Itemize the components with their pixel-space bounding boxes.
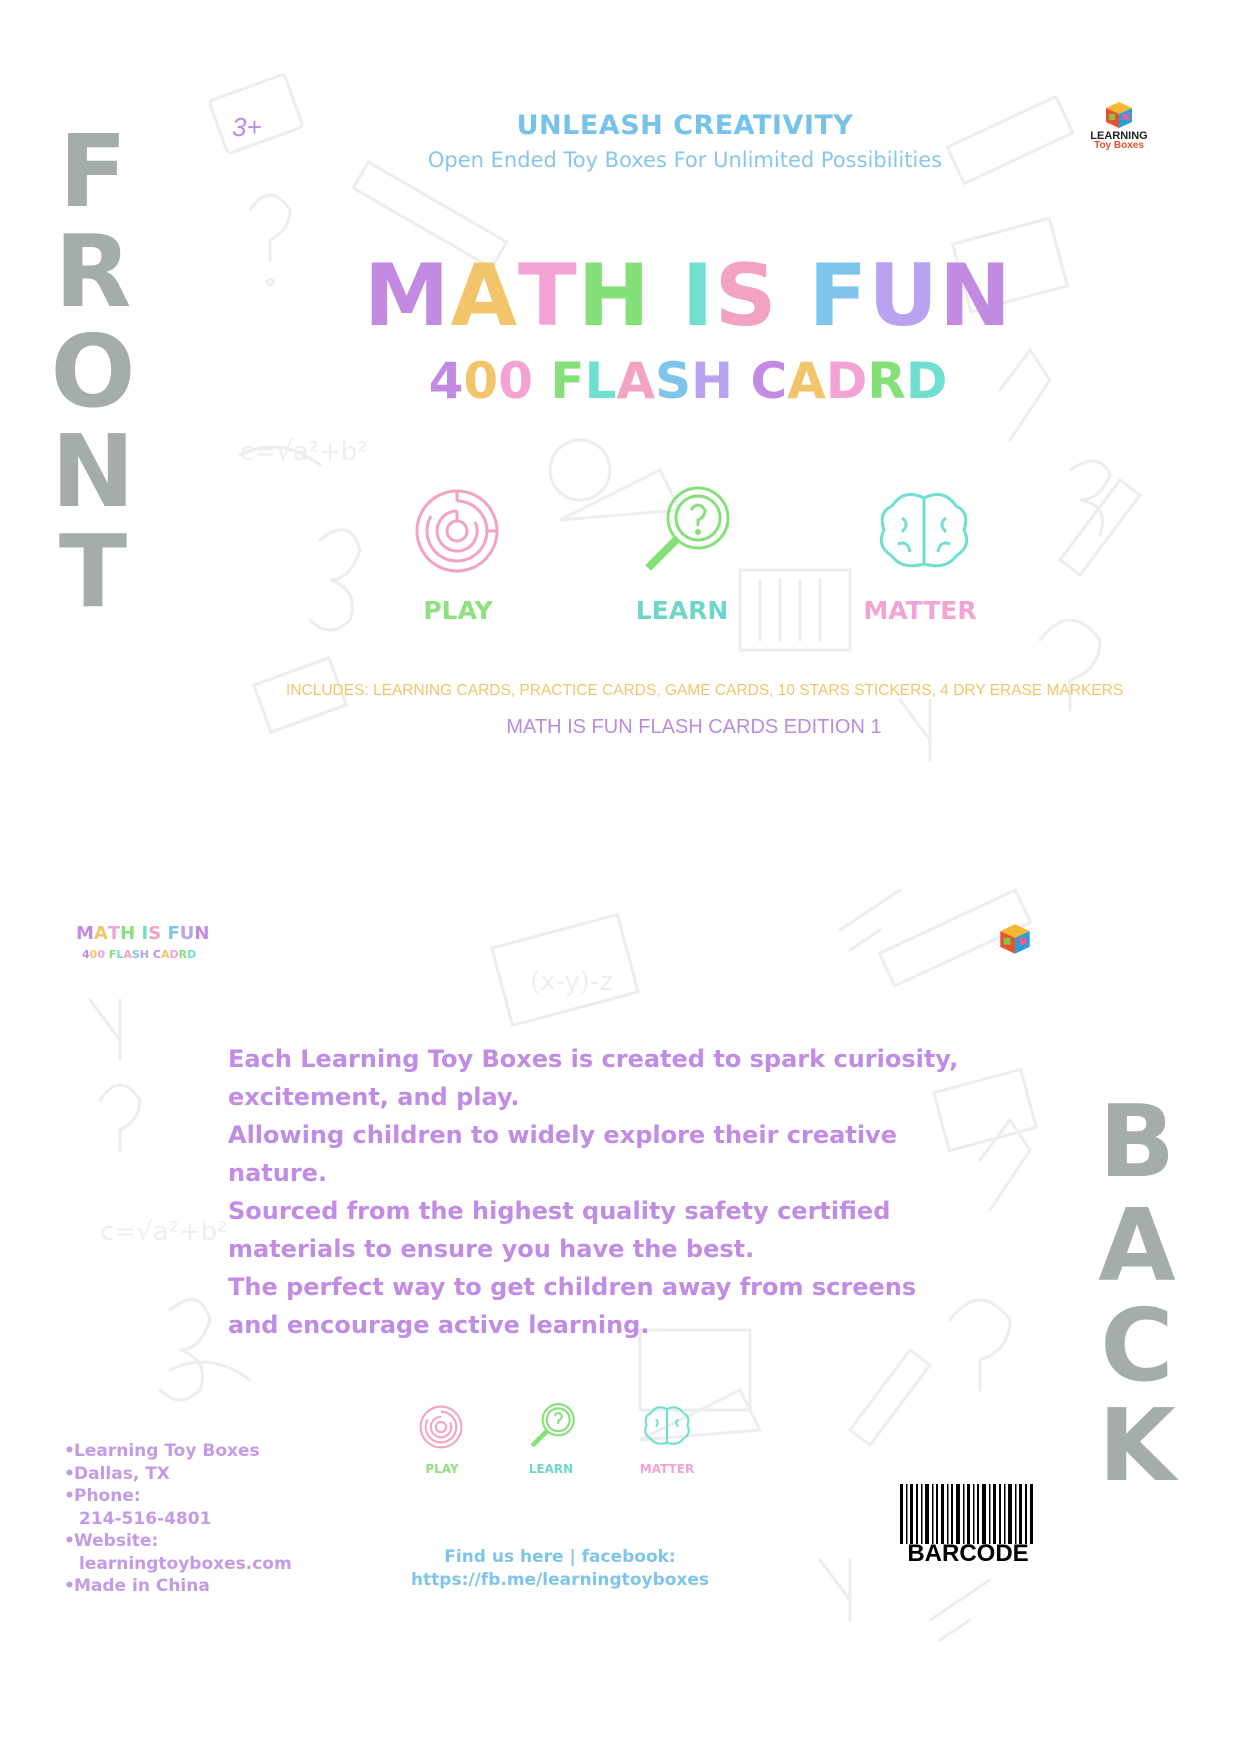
title-letter (651, 246, 682, 346)
feature-label-matter: MATTER (863, 596, 977, 625)
small-feature-label-play: PLAY (425, 1462, 459, 1476)
description-line: nature. (228, 1159, 328, 1187)
barcode (898, 1484, 1038, 1566)
title-letter: C (750, 352, 788, 410)
maze-icon (412, 486, 502, 576)
edition-text: MATH IS FUN FLASH CARDS EDITION 1 (506, 716, 882, 738)
title-letter: S (655, 352, 692, 410)
front-letter: T (58, 513, 128, 630)
back-letter: K (1098, 1387, 1176, 1504)
main-subtitle (0, 352, 1240, 410)
front-letter: N (51, 413, 135, 530)
back-letter: C (1100, 1287, 1174, 1404)
title-letter: F (550, 352, 585, 410)
tagline: UNLEASH CREATIVITY (516, 110, 854, 141)
title-letter: H (691, 352, 734, 410)
title-letter: R (178, 948, 188, 961)
title-letter: 0 (463, 352, 499, 410)
title-letter: R (867, 352, 906, 410)
title-letter: A (93, 923, 108, 944)
back-small-subtitle (82, 948, 196, 961)
title-letter: C (152, 948, 161, 961)
description-line: Sourced from the highest quality safety certified (228, 1197, 891, 1225)
title-letter: A (123, 948, 132, 961)
title-letter: N (939, 246, 1013, 346)
title-letter (778, 246, 809, 346)
contact-origin: •Made in China (64, 1576, 210, 1596)
findus-label: Find us here | facebook: (444, 1547, 676, 1567)
title-letter: 0 (498, 352, 533, 410)
title-letter: D (187, 948, 197, 961)
title-letter: F (808, 246, 869, 346)
feature-label-learn: LEARN (635, 596, 729, 625)
contact-website[interactable]: learningtoyboxes.com (79, 1553, 292, 1574)
title-letter: A (160, 948, 170, 961)
toy-cube-icon (998, 922, 1032, 956)
barcode-label: BARCODE (907, 1540, 1029, 1567)
small-feature-label-learn: LEARN (528, 1462, 574, 1476)
toy-cube-icon (1104, 100, 1134, 130)
main-title (0, 246, 1240, 346)
title-letter: T (518, 246, 578, 346)
front-letter: F (58, 113, 128, 230)
back-letter: A (1098, 1187, 1176, 1304)
title-letter: H (139, 948, 150, 961)
title-letter: H (577, 246, 651, 346)
logo-line1: LEARNING (1090, 130, 1148, 142)
description-line: and encourage active learning. (228, 1311, 650, 1339)
includes-text: INCLUDES: LEARNING CARDS, PRACTICE CARDS, GAME CARDS, 10 STARS STICKERS, 4 DRY ERASE MARKERS (286, 682, 1124, 699)
maze-icon (418, 1404, 464, 1450)
title-letter: T (107, 923, 121, 944)
title-letter (733, 352, 750, 410)
brain-icon (642, 1404, 692, 1450)
title-letter: U (868, 246, 940, 346)
svg-text:c=√a²+b²: c=√a²+b² (100, 1217, 228, 1247)
front-letter: R (54, 213, 132, 330)
title-letter: S (131, 948, 140, 961)
magnifier-icon (526, 1400, 578, 1452)
facebook-link[interactable]: https://fb.me/learningtoyboxes (410, 1570, 710, 1590)
title-letter: A (787, 352, 826, 410)
title-letter: H (120, 923, 136, 944)
back-letter: B (1098, 1083, 1176, 1200)
title-letter: N (194, 923, 210, 944)
title-letter: U (179, 923, 195, 944)
title-letter: A (616, 352, 656, 410)
title-letter: L (584, 352, 617, 410)
description-line: materials to ensure you have the best. (228, 1235, 755, 1263)
title-letter: I (681, 246, 715, 346)
title-letter: 0 (89, 948, 98, 961)
title-letter: A (450, 246, 519, 346)
feature-label-play: PLAY (423, 596, 493, 625)
logo-line2: Toy Boxes (1094, 140, 1144, 151)
title-letter: 4 (82, 948, 90, 961)
title-letter: F (167, 923, 180, 944)
magnifier-icon (636, 480, 736, 580)
age-badge: 3+ (232, 112, 262, 142)
svg-text:(x-y)-z: (x-y)-z (530, 967, 614, 997)
brain-icon (876, 488, 972, 578)
brand-logo (1084, 100, 1154, 151)
brand-description (228, 1040, 959, 1344)
subtagline: Open Ended Toy Boxes For Unlimited Possibilities (427, 148, 943, 172)
contact-phone-label: •Phone: (64, 1486, 141, 1506)
back-small-title (76, 925, 209, 943)
front-letter: O (50, 313, 136, 430)
title-letter: I (141, 923, 149, 944)
title-letter: F (108, 948, 117, 961)
title-letter: D (169, 948, 179, 961)
title-letter: M (76, 923, 94, 944)
svg-text:c=√a²+b²: c=√a²+b² (240, 437, 368, 467)
contact-location: •Dallas, TX (64, 1463, 170, 1484)
contact-company: •Learning Toy Boxes (64, 1441, 260, 1461)
description-line: Allowing children to widely explore their creative (228, 1121, 897, 1149)
barcode-bars-icon (898, 1484, 1038, 1544)
title-letter: 4 (428, 352, 464, 410)
main-subtitle-text (429, 352, 948, 410)
description-line: The perfect way to get children away from screens (228, 1273, 917, 1301)
title-letter: L (116, 948, 124, 961)
title-letter (533, 352, 550, 410)
title-letter: M (363, 246, 451, 346)
main-title-text (364, 246, 1012, 346)
title-letter: S (148, 923, 162, 944)
title-letter: 0 (97, 948, 105, 961)
contact-website-label: •Website: (64, 1531, 159, 1551)
title-letter: S (714, 246, 778, 346)
title-letter: D (905, 352, 948, 410)
description-line: excitement, and play. (228, 1083, 520, 1111)
contact-phone: 214-516-4801 (79, 1508, 212, 1529)
title-letter: D (825, 352, 868, 410)
description-line: Each Learning Toy Boxes is created to spark curiosity, (228, 1045, 959, 1073)
small-feature-label-matter: MATTER (639, 1462, 695, 1476)
